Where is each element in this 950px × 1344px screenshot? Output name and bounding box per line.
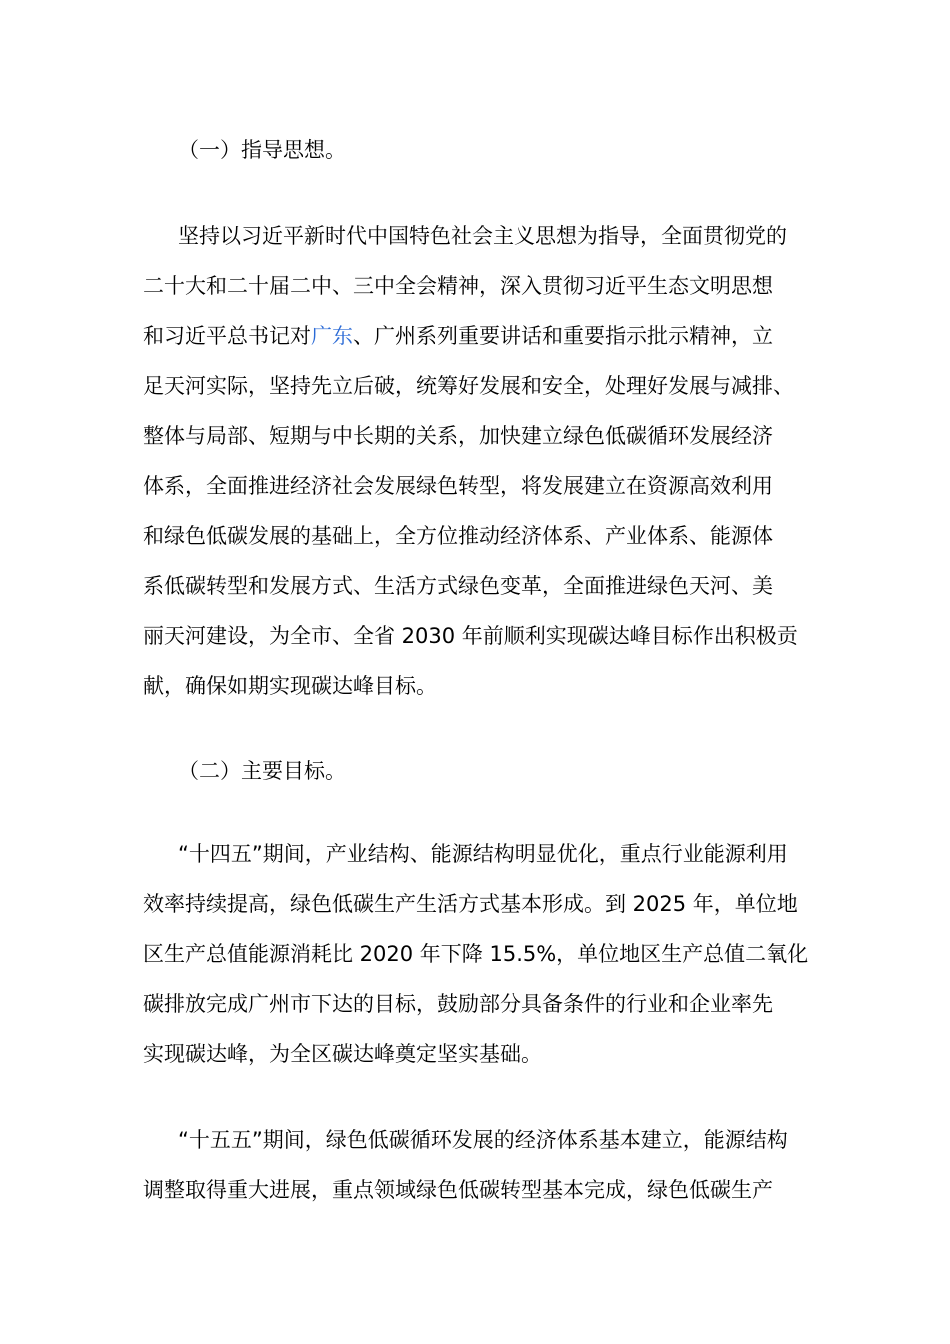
paragraph-line: 献，确保如期实现碳达峰目标。: [143, 674, 437, 698]
paragraph-line: 和绿色低碳发展的基础上，全方位推动经济体系、产业体系、能源体: [143, 524, 773, 548]
guangdong-link[interactable]: 广东: [311, 324, 353, 348]
paragraph-line: “十四五”期间，产业结构、能源结构明显优化，重点行业能源利用: [178, 842, 788, 866]
paragraph-line: 体系，全面推进经济社会发展绿色转型，将发展建立在资源高效利用: [143, 474, 773, 498]
paragraph-line: 足天河实际，坚持先立后破，统筹好发展和安全，处理好发展与减排、: [143, 374, 794, 398]
paragraph-15th-five-year: [143, 1115, 813, 1215]
paragraph-line: 调整取得重大进展，重点领域绿色低碳转型基本完成，绿色低碳生产: [143, 1178, 773, 1202]
line-text: 、广州系列重要讲话和重要指示批示精神，立: [353, 324, 773, 348]
paragraph-14th-five-year: [143, 829, 813, 1079]
section-heading-guiding-thought: （一）指导思想。: [178, 138, 346, 162]
paragraph-line: 整体与局部、短期与中长期的关系，加快建立绿色低碳循环发展经济: [143, 424, 773, 448]
section-heading-main-goals: （二）主要目标。: [178, 759, 346, 783]
paragraph-line: 区生产总值能源消耗比 2020 年下降 15.5%，单位地区生产总值二氧化: [143, 942, 809, 966]
line-text: 和习近平总书记对: [143, 324, 311, 348]
paragraph-line: 坚持以习近平新时代中国特色社会主义思想为指导，全面贯彻党的: [178, 224, 787, 248]
paragraph-line: 二十大和二十届二中、三中全会精神，深入贯彻习近平生态文明思想: [143, 274, 773, 298]
paragraph-line: 实现碳达峰，为全区碳达峰奠定坚实基础。: [143, 1042, 542, 1066]
paragraph-line: “十五五”期间，绿色低碳循环发展的经济体系基本建立，能源结构: [178, 1128, 788, 1152]
paragraph-guiding-thought: [143, 211, 813, 711]
paragraph-line: [143, 311, 813, 361]
paragraph-line: 系低碳转型和发展方式、生活方式绿色变革，全面推进绿色天河、美: [143, 574, 773, 598]
paragraph-line: 丽天河建设，为全市、全省 2030 年前顺利实现碳达峰目标作出积极贡: [143, 624, 798, 648]
paragraph-line: 效率持续提高，绿色低碳生产生活方式基本形成。到 2025 年，单位地: [143, 892, 798, 916]
paragraph-line: 碳排放完成广州市下达的目标，鼓励部分具备条件的行业和企业率先: [143, 992, 773, 1016]
